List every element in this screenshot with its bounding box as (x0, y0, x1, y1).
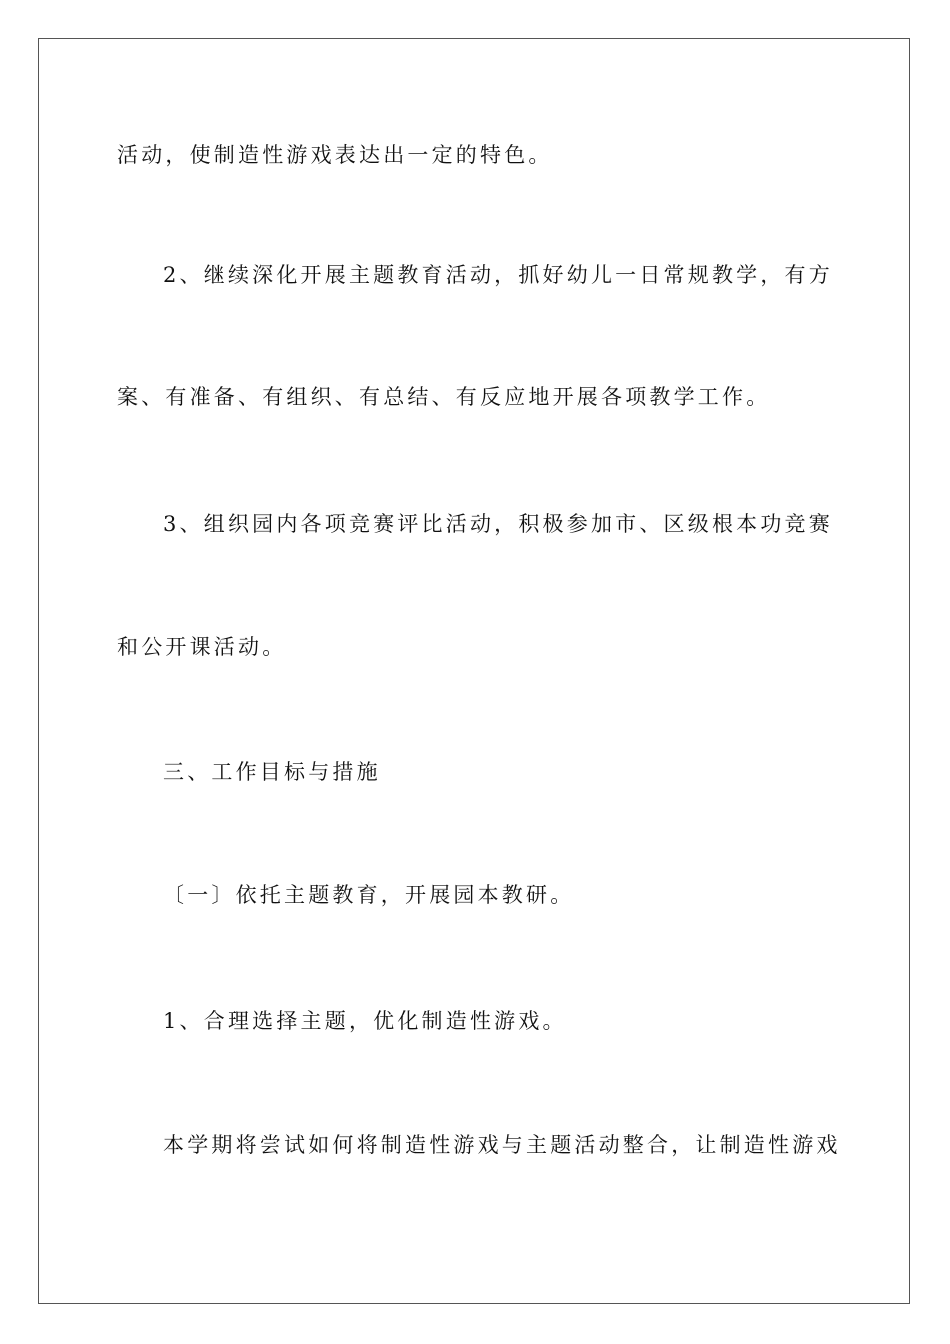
text-line-9: 本学期将尝试如何将制造性游戏与主题活动整合，让制造性游戏 (163, 1133, 841, 1157)
text-line-4: 3、组织园内各项竞赛评比活动，积极参加市、区级根本功竞赛 (163, 512, 833, 536)
text-line-2: 2、继续深化开展主题教育活动，抓好幼儿一日常规教学，有方 (163, 263, 833, 287)
text-line-1: 活动，使制造性游戏表达出一定的特色。 (117, 143, 553, 167)
text-line-5: 和公开课活动。 (117, 635, 287, 659)
text-line-8: 1、合理选择主题，优化制造性游戏。 (163, 1009, 567, 1033)
section-heading: 三、工作目标与措施 (163, 760, 381, 784)
text-line-3: 案、有准备、有组织、有总结、有反应地开展各项教学工作。 (117, 385, 771, 409)
subsection-heading: 〔一〕依托主题教育，开展园本教研。 (163, 883, 575, 907)
page-border (38, 38, 910, 1304)
